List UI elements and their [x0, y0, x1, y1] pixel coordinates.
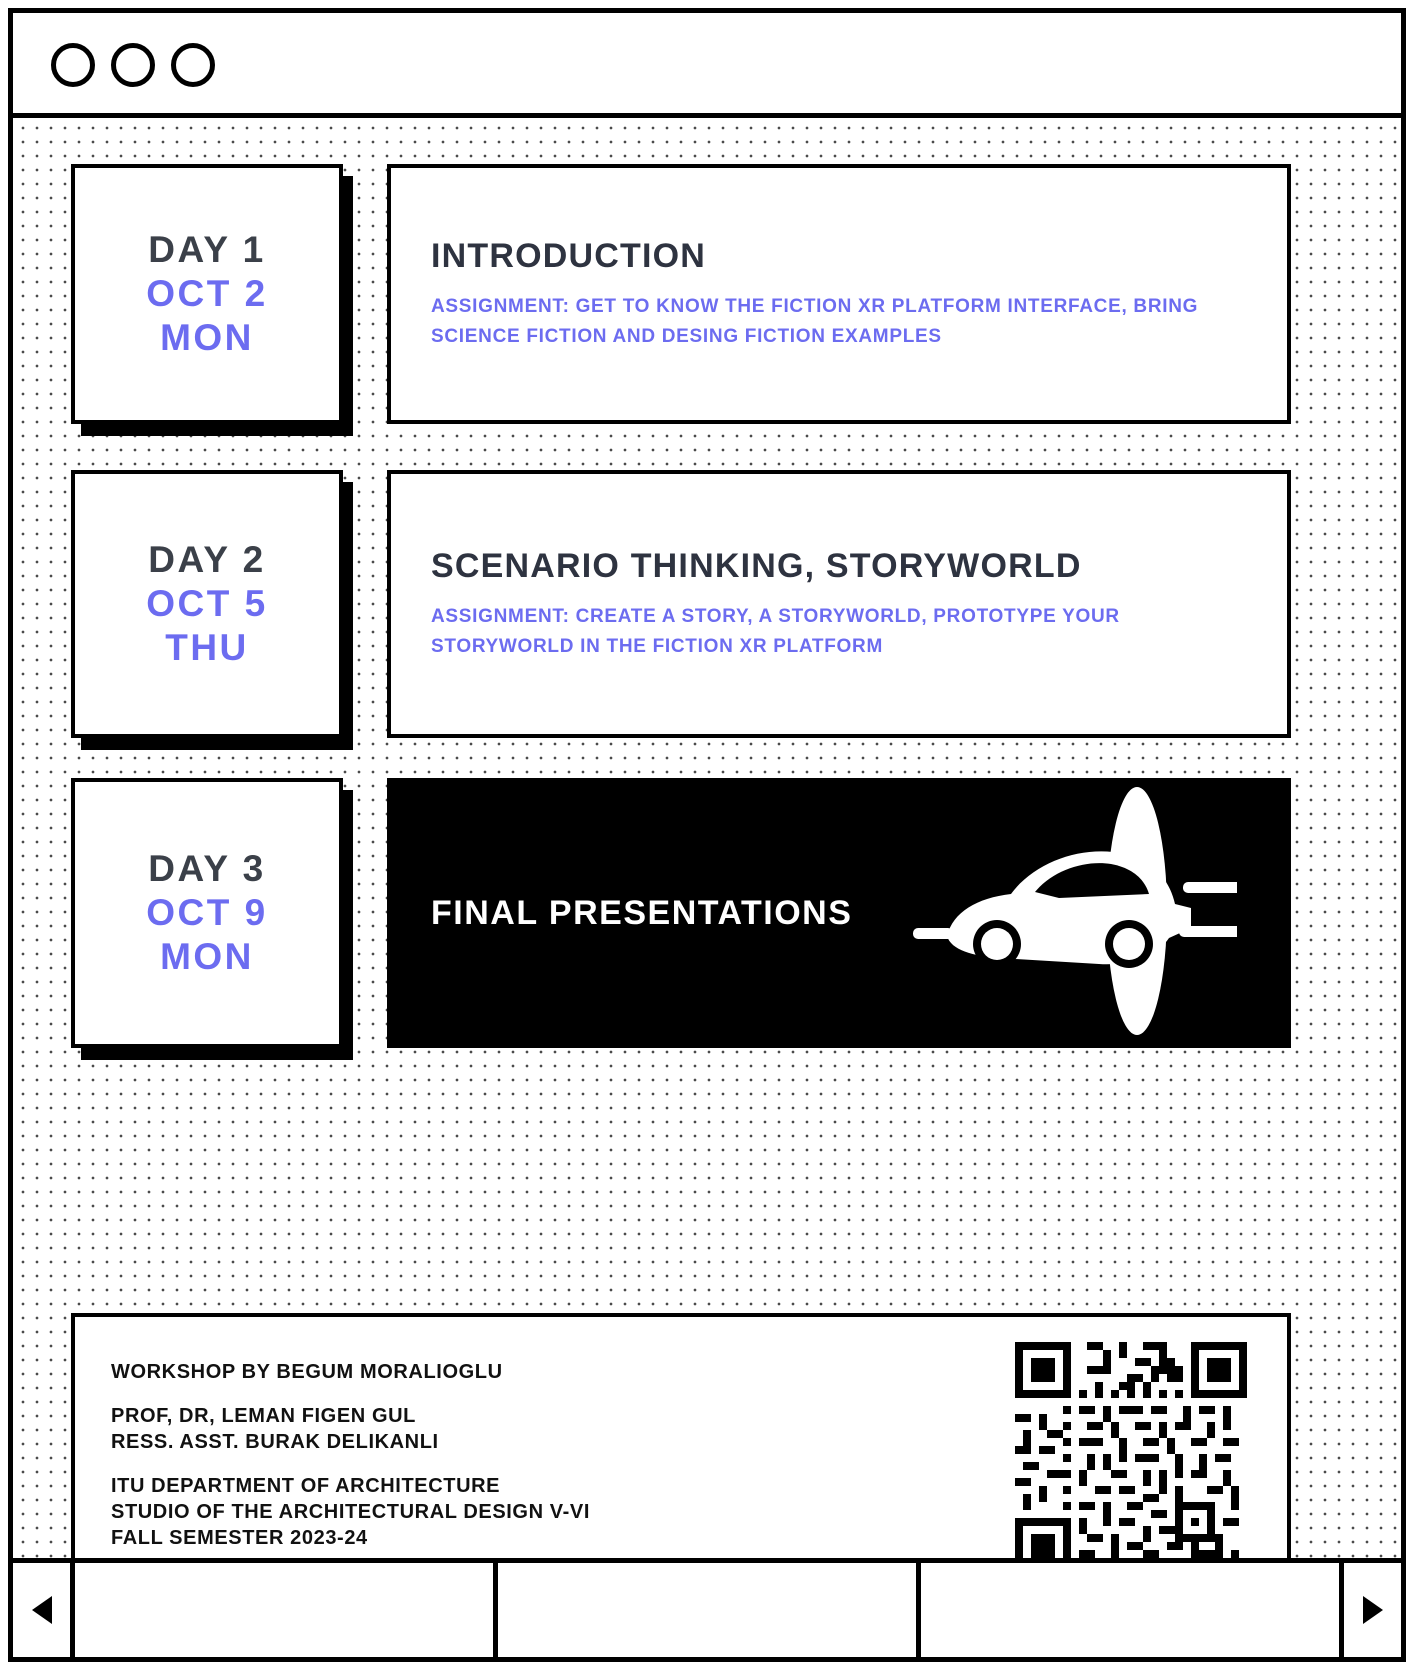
day-card-1[interactable] — [71, 164, 343, 424]
session-title: INTRODUCTION — [431, 237, 707, 276]
bottom-navigation-bar — [13, 1558, 1401, 1657]
day-date: OCT 5 — [146, 583, 268, 624]
credits-group-institution — [111, 1476, 590, 1548]
session-assignment: ASSIGNMENT: GET TO KNOW THE FICTION XR PLATFORM INTERFACE, BRING SCIENCE FICTION AND DESING FICTION EXAMPLES — [431, 296, 1199, 347]
session-assignment: ASSIGNMENT: CREATE A STORY, A STORYWORLD, PROTOTYPE YOUR STORYWORLD IN THE FICTION XR PLATFORM — [431, 606, 1120, 657]
schedule-row-day1 — [71, 164, 1291, 424]
day-weekday: MON — [160, 936, 254, 977]
window-frame — [8, 8, 1406, 1662]
next-slide-button[interactable] — [1339, 1563, 1401, 1657]
triangle-left-icon — [32, 1596, 52, 1624]
window-dot-1-icon[interactable] — [51, 43, 95, 87]
credits-semester: FALL SEMESTER 2023-24 — [111, 1527, 368, 1549]
session-title: FINAL PRESENTATIONS — [431, 893, 853, 932]
credits-studio: STUDIO OF THE ARCHITECTURAL DESIGN V-VI — [111, 1501, 590, 1523]
credits-group-workshop — [111, 1362, 590, 1382]
credits-text — [111, 1362, 590, 1554]
day-label: DAY 3 — [148, 848, 266, 889]
session-panel-2[interactable] — [387, 470, 1291, 738]
window-controls — [51, 43, 215, 87]
day-card-3[interactable] — [71, 778, 343, 1048]
day-label: DAY 2 — [148, 539, 266, 580]
slide-canvas — [13, 118, 1401, 1558]
scroll-segment-3[interactable] — [921, 1563, 1339, 1657]
credits-instructor-2: RESS. ASST. BURAK DELIKANLI — [111, 1431, 439, 1453]
credits-workshop: WORKSHOP BY BEGUM MORALIOGLU — [111, 1361, 503, 1383]
credits-instructor-1: PROF, DR, LEMAN FIGEN GUL — [111, 1405, 416, 1427]
prev-slide-button[interactable] — [13, 1563, 75, 1657]
day-date: OCT 9 — [146, 892, 268, 933]
scroll-segment-2[interactable] — [498, 1563, 921, 1657]
day-weekday: MON — [160, 317, 254, 358]
day-card-2[interactable] — [71, 470, 343, 738]
credits-department: ITU DEPARTMENT OF ARCHITECTURE — [111, 1475, 501, 1497]
window-dot-3-icon[interactable] — [171, 43, 215, 87]
day-weekday: THU — [165, 627, 249, 668]
flying-car-icon — [907, 786, 1237, 1041]
day-card-wrap-3 — [71, 778, 343, 1048]
window-titlebar — [13, 13, 1401, 118]
qr-code-icon[interactable] — [1015, 1342, 1247, 1574]
session-panel-3[interactable] — [387, 778, 1291, 1048]
day-date: OCT 2 — [146, 273, 268, 314]
day-label: DAY 1 — [148, 229, 266, 270]
window-dot-2-icon[interactable] — [111, 43, 155, 87]
schedule-row-day3 — [71, 778, 1291, 1048]
session-panel-1[interactable] — [387, 164, 1291, 424]
credits-group-instructors — [111, 1406, 590, 1452]
scroll-segment-1[interactable] — [75, 1563, 498, 1657]
session-title: SCENARIO THINKING, STORYWORLD — [431, 547, 1082, 586]
day-card-wrap-1 — [71, 164, 343, 424]
day-card-wrap-2 — [71, 470, 343, 738]
triangle-right-icon — [1363, 1596, 1383, 1624]
schedule-row-day2 — [71, 470, 1291, 738]
